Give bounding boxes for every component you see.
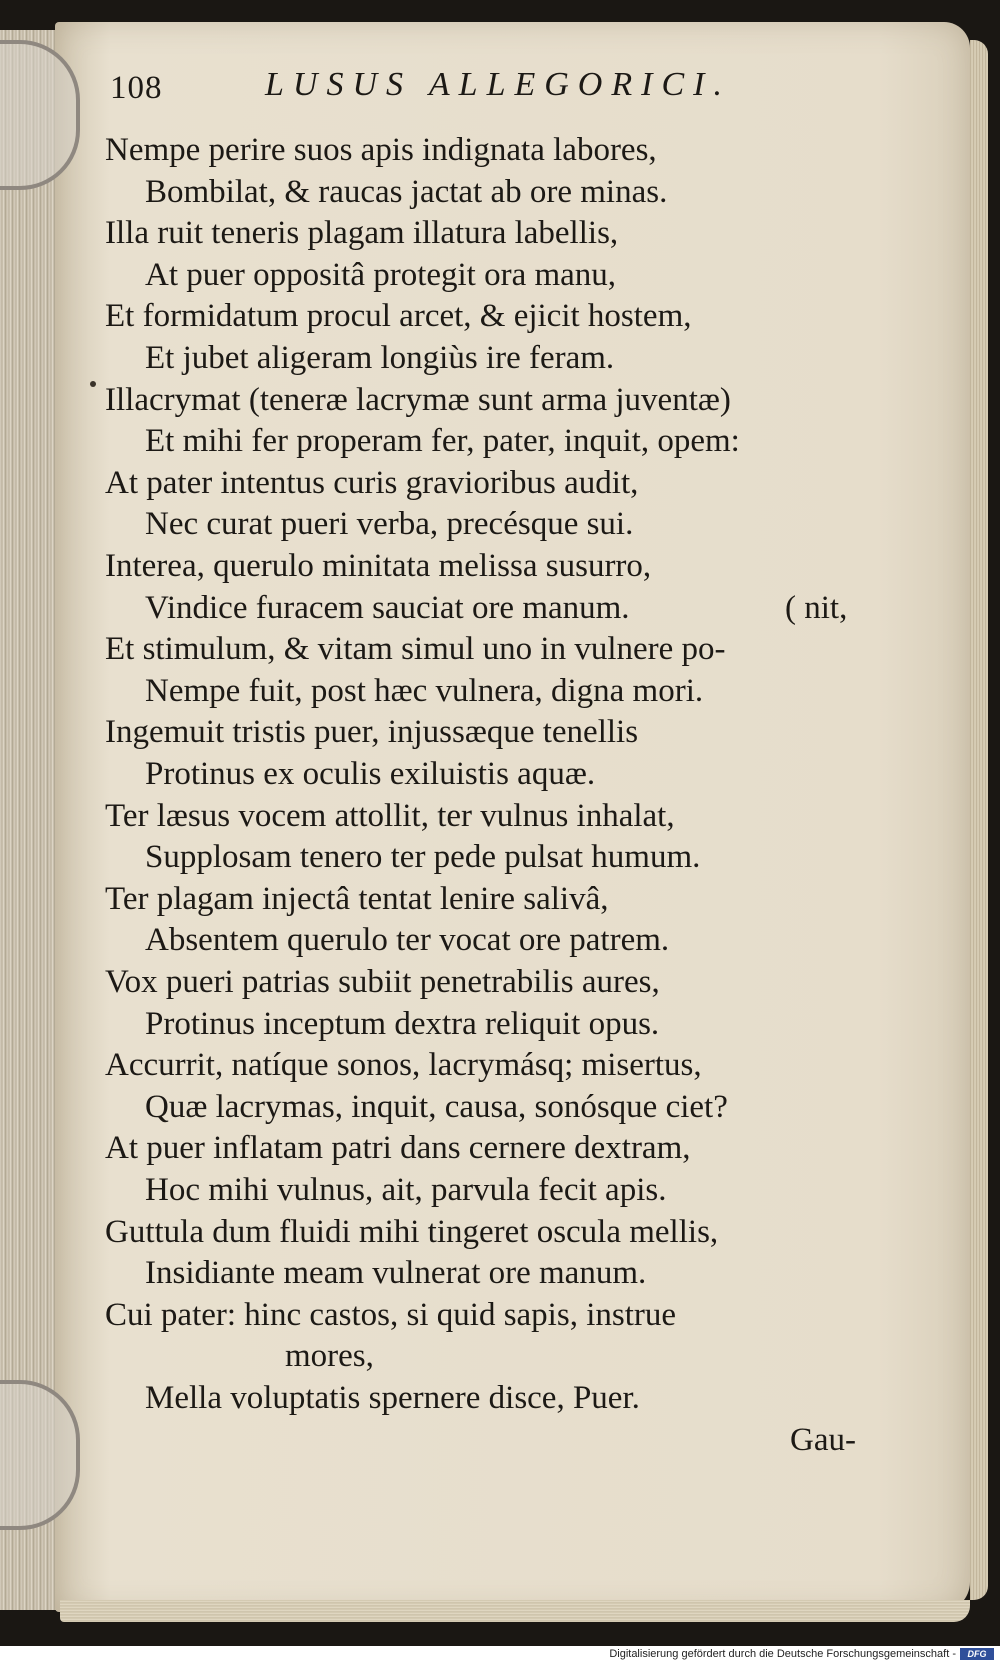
poem-line: Vox pueri patrias subiit penetrabilis aures,	[105, 964, 660, 1000]
page-number: 108	[110, 70, 163, 106]
poem-line: Ter plagam injectâ tentat lenire salivâ,	[105, 880, 609, 917]
catchword: Gau-	[790, 1421, 856, 1458]
turnover-fragment: ( nit,	[785, 589, 848, 626]
poem-line: Nempe perire suos apis indignata labores,	[105, 132, 657, 168]
poem-line: Supplosam tenero ter pede pulsat humum.	[145, 839, 701, 876]
poem-line: At puer inflatam patri dans cernere dextram,	[105, 1130, 691, 1167]
poem-line: Nempe fuit, post hæc vulnera, digna mori.	[145, 672, 704, 709]
poem-line: Bombilat, & raucas jactat ab ore minas.	[145, 173, 668, 210]
poem-line: Absentem querulo ter vocat ore patrem.	[145, 922, 670, 959]
poem-line: Hoc mihi vulnus, ait, parvula fecit apis.	[145, 1172, 667, 1208]
poem-line-runover: mores,	[285, 1338, 374, 1375]
book-spine	[0, 30, 60, 1610]
poem-line: Et mihi fer properam fer, pater, inquit, opem:	[145, 423, 740, 460]
poem-line: Vindice furacem sauciat ore manum.	[145, 589, 630, 626]
poem-line: Ter læsus vocem attollit, ter vulnus inhalat,	[105, 797, 675, 834]
poem-line: Illa ruit teneris plagam illatura labellis,	[105, 215, 619, 252]
poem-line: Mella voluptatis spernere disce, Puer.	[145, 1380, 640, 1416]
page-bottom-edge	[60, 1600, 970, 1622]
poem-line: Cui pater: hinc castos, si quid sapis, instrue	[105, 1296, 677, 1333]
poem-line: Illacrymat (teneræ lacrymæ sunt arma juventæ)	[105, 381, 731, 418]
poem-line: Insidiante meam vulnerat ore manum.	[145, 1255, 647, 1292]
poem-line: Et stimulum, & vitam simul uno in vulnere po-	[105, 631, 726, 668]
poem-line: Nec curat pueri verba, precésque sui.	[145, 506, 634, 543]
poem-line: Accurrit, natíque sonos, lacrymásq; misertus,	[105, 1047, 702, 1084]
margin-mark	[90, 381, 96, 387]
poem-line: Protinus ex oculis exiluistis aquæ.	[145, 756, 596, 792]
poem-line: Quæ lacrymas, inquit, causa, sonósque ciet?	[145, 1088, 728, 1125]
poem-line: At puer oppositâ protegit ora manu,	[145, 256, 617, 293]
poem-line: Interea, querulo minitata melissa susurro,	[105, 548, 652, 584]
poem-line: Et jubet aligeram longiùs ire feram.	[145, 340, 615, 376]
poem-line: Guttula dum fluidi mihi tingeret oscula mellis,	[105, 1213, 719, 1250]
running-head: LUSUS ALLEGORICI.	[265, 66, 731, 103]
poem-line: Protinus inceptum dextra reliquit opus.	[145, 1005, 660, 1042]
page-fore-edge	[970, 40, 988, 1600]
dfg-logo-icon: DFG	[960, 1648, 994, 1660]
poem-line: Et formidatum procul arcet, & ejicit hostem,	[105, 298, 692, 335]
digitization-credit: Digitalisierung gefördert durch die Deutsche Forschungsgemeinschaft -	[0, 1646, 1000, 1662]
poem-line: At pater intentus curis gravioribus audit,	[105, 464, 639, 501]
poem-line: Ingemuit tristis puer, injussæque tenellis	[105, 714, 639, 751]
